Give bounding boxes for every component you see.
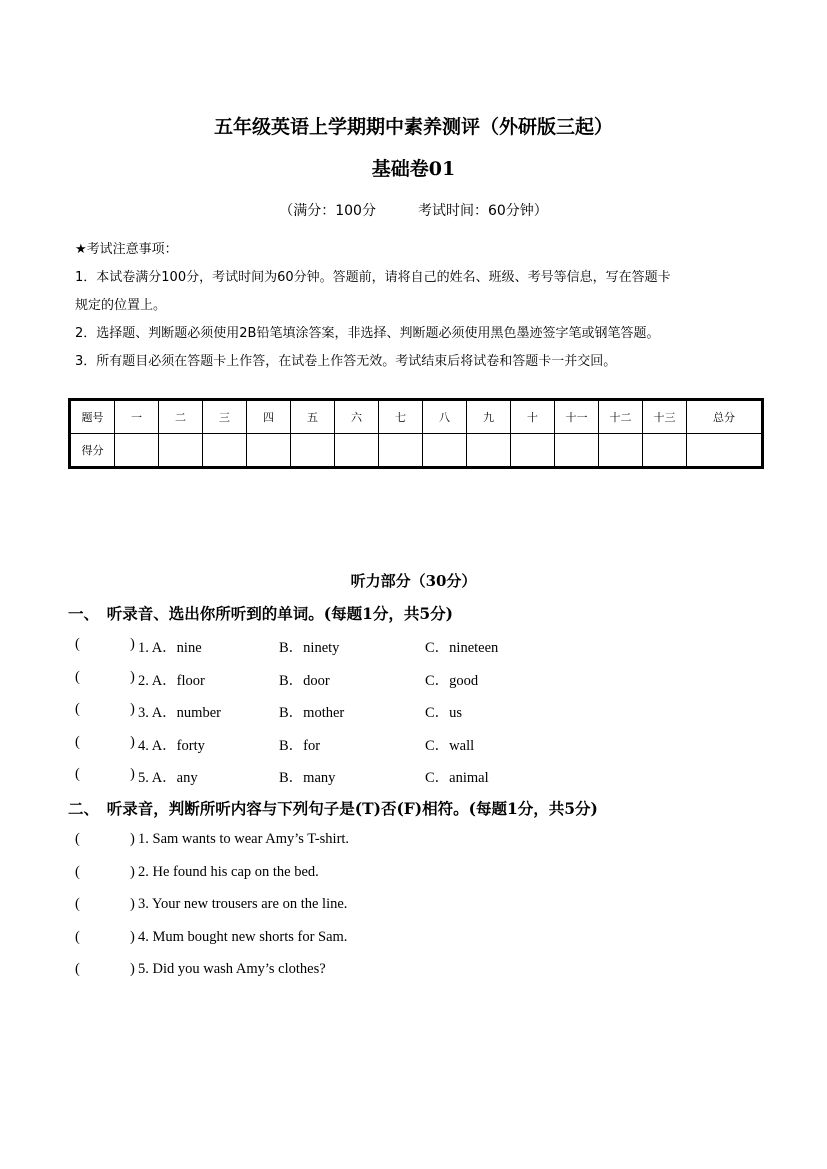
exam-title: 五年级英语上学期期中素养测评（外研版三起） [213,116,613,138]
option-c: C．animal [425,770,489,786]
score-cell[interactable] [423,434,467,468]
score-cell[interactable] [203,434,247,468]
score-cell[interactable] [335,434,379,468]
statement: 5. Did you wash Amy’s clothes? [138,961,326,977]
answer-paren-close: ) [130,831,135,847]
column-header: 十 [511,400,555,434]
exam-subtitle: 基础卷01 [371,158,456,180]
option-c: C．us [425,705,463,721]
answer-paren-open[interactable]: ( [75,766,80,782]
option-a: 5. A．any [138,770,198,786]
answer-paren-close: ) [130,766,135,782]
option-c: C．nineteen [425,640,499,656]
answer-paren-open[interactable]: ( [75,668,80,685]
score-cell[interactable] [247,434,291,468]
section1-heading: 一、 听录音、选出你所听到的单词。(每题1分，共5分) [68,604,453,623]
answer-paren-close: ) [130,668,135,685]
score-cell[interactable] [467,434,511,468]
score-cell[interactable] [555,434,599,468]
option-b: B．ninety [279,640,340,656]
row-label: 题号 [70,400,115,434]
column-header: 九 [467,400,511,434]
score-cell[interactable] [687,434,763,468]
answer-paren-close: ) [130,928,135,945]
listening-title: 听力部分（30分） [350,572,477,590]
notice-item: 规定的位置上。 [75,298,167,313]
option-a: 3. A．number [138,705,221,721]
answer-paren-close: ) [130,636,135,652]
answer-paren-open[interactable]: ( [75,863,80,880]
answer-paren-open[interactable]: ( [75,636,80,652]
answer-paren-open[interactable]: ( [75,701,80,717]
score-table [68,398,764,469]
notice-item: 1．本试卷满分100分，考试时间为60分钟。答题前，请将自己的姓名、班级、考号等信息，写在答题卡 [75,270,671,285]
answer-paren-close: ) [130,701,135,717]
answer-paren-open[interactable]: ( [75,831,80,847]
option-b: B．mother [279,705,345,721]
column-header: 四 [247,400,291,434]
score-cell[interactable] [599,434,643,468]
answer-paren-open[interactable]: ( [75,961,80,977]
statement: 3. Your new trousers are on the line. [138,896,348,912]
column-header: 六 [335,400,379,434]
column-header: 七 [379,400,423,434]
row-label: 得分 [70,434,115,468]
score-cell[interactable] [511,434,555,468]
column-header: 十二 [599,400,643,434]
option-a: 2. A．floor [138,672,205,689]
notice-item: 3．所有题目必须在答题卡上作答，在试卷上作答无效。考试结束后将试卷和答题卡一并交回。 [75,354,617,369]
column-header: 一 [115,400,159,434]
score-cell[interactable] [159,434,203,468]
column-header: 十一 [555,400,599,434]
statement: 4. Mum bought new shorts for Sam. [138,928,348,945]
option-a: 4. A．forty [138,737,205,754]
column-header: 八 [423,400,467,434]
column-header: 二 [159,400,203,434]
answer-paren-open[interactable]: ( [75,733,80,750]
answer-paren-close: ) [130,896,135,912]
score-info: （满分：100分 考试时间：60分钟） [279,203,548,219]
statement: 2. He found his cap on the bed. [138,863,319,880]
section2-heading: 二、 听录音，判断所听内容与下列句子是(T)否(F)相符。(每题1分，共5分) [68,799,598,818]
score-cell[interactable] [379,434,423,468]
option-b: B．many [279,770,336,786]
answer-paren-open[interactable]: ( [75,896,80,912]
option-a: 1. A．nine [138,640,202,656]
option-c: C．good [425,672,479,689]
answer-paren-close: ) [130,733,135,750]
column-header: 五 [291,400,335,434]
answer-paren-close: ) [130,961,135,977]
answer-paren-open[interactable]: ( [75,928,80,945]
column-header: 总分 [687,400,763,434]
score-cell[interactable] [291,434,335,468]
notice-item: 2．选择题、判断题必须使用2B铅笔填涂答案，非选择、判断题必须使用黑色墨迹签字笔或钢笔答题。 [75,326,660,341]
column-header: 三 [203,400,247,434]
statement: 1. Sam wants to wear Amy’s T-shirt. [138,831,350,847]
option-b: B．door [279,672,330,689]
notice-heading: ★考试注意事项： [75,242,178,257]
option-b: B．for [279,737,321,754]
score-cell[interactable] [643,434,687,468]
option-c: C．wall [425,737,475,754]
answer-paren-close: ) [130,863,135,880]
score-cell[interactable] [115,434,159,468]
column-header: 十三 [643,400,687,434]
